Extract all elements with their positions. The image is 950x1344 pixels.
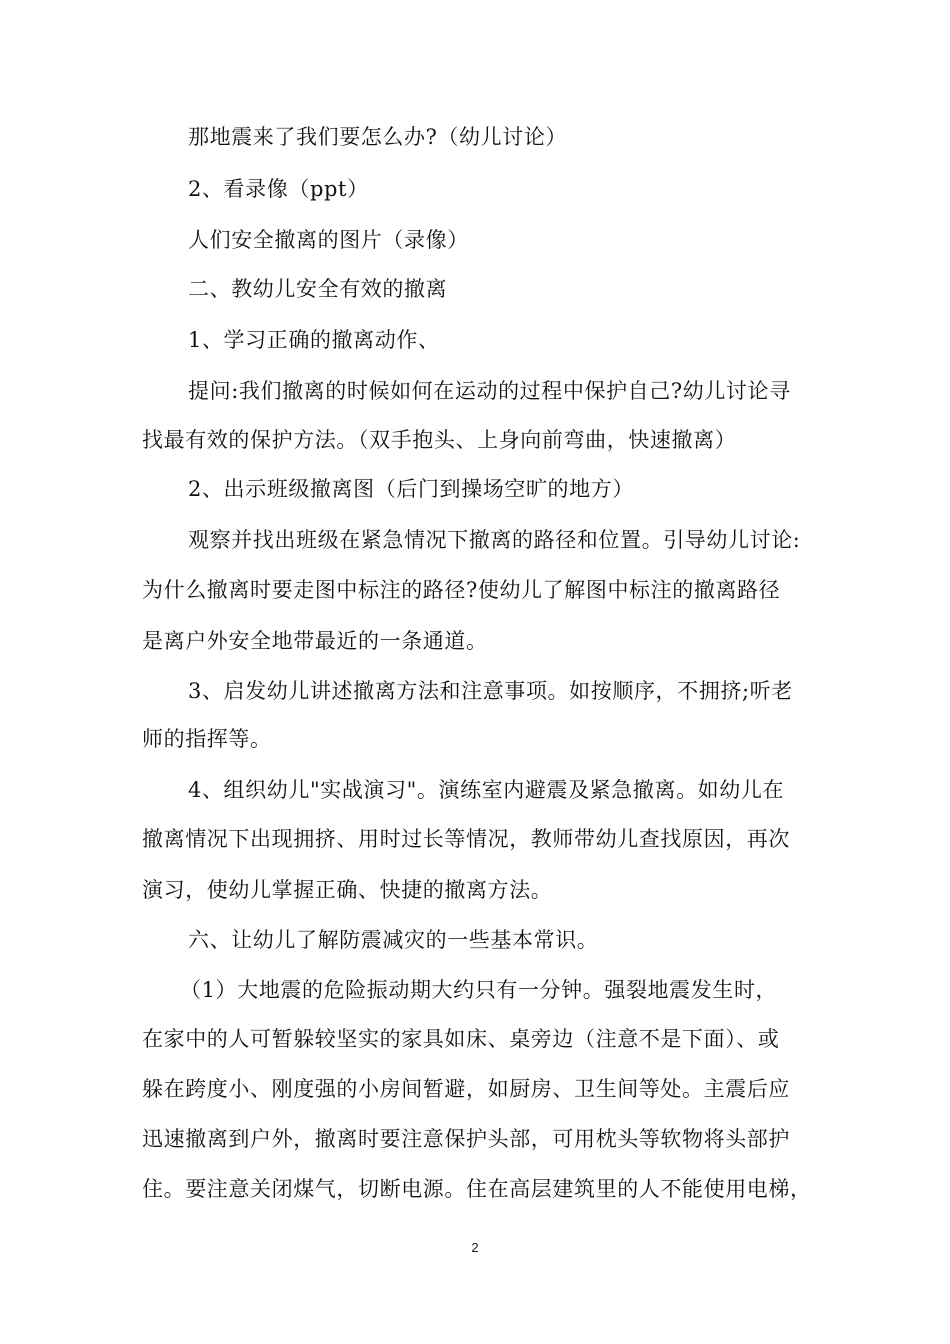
text-line: 那地震来了我们要怎么办?（幼儿讨论） — [188, 125, 568, 149]
text-line: 1、学习正确的撤离动作、 — [188, 328, 440, 352]
text-line: 2、看录像（ppt） — [188, 177, 369, 201]
text-line: 2、出示班级撤离图（后门到操场空旷的地方） — [188, 477, 634, 501]
page-number: 2 — [471, 1240, 479, 1255]
text-line: 为什么撤离时要走图中标注的路径?使幼儿了解图中标注的撤离路径 — [142, 578, 781, 602]
text-line: （1）大地震的危险振动期大约只有一分钟。强裂地震发生时， — [180, 978, 778, 1002]
text-line: 在家中的人可暂躲较坚实的家具如床、桌旁边（注意不是下面）、或 — [142, 1027, 780, 1051]
text-line: 人们安全撤离的图片（录像） — [188, 228, 469, 252]
text-line: 撤离情况下出现拥挤、用时过长等情况，教师带幼儿查找原因，再次 — [142, 827, 790, 851]
text-line: 提问:我们撤离的时候如何在运动的过程中保护自己?幼儿讨论寻 — [188, 379, 791, 403]
text-line: 躲在跨度小、刚度强的小房间暂避，如厨房、卫生间等处。主震后应 — [142, 1077, 790, 1101]
section-heading: 二、教幼儿安全有效的撤离 — [188, 277, 448, 301]
text-line: 找最有效的保护方法。（双手抱头、上身向前弯曲，快速撤离） — [142, 428, 737, 452]
text-line: 是离户外安全地带最近的一条通道。 — [142, 629, 488, 653]
text-line: 观察并找出班级在紧急情况下撤离的路径和位置。引导幼儿讨论: — [188, 528, 801, 552]
text-line: 4、组织幼儿"实战演习"。演练室内避震及紧急撤离。如幼儿在 — [188, 778, 785, 802]
text-line: 迅速撤离到户外，撤离时要注意保护头部，可用枕头等软物将头部护 — [142, 1127, 790, 1151]
text-line: 师的指挥等。 — [142, 727, 272, 751]
text-line: 住。要注意关闭煤气，切断电源。住在高层建筑里的人不能使用电梯， — [142, 1177, 812, 1201]
text-line: 3、启发幼儿讲述撤离方法和注意事项。如按顺序，不拥挤;听老 — [188, 679, 793, 703]
section-heading: 六、让幼儿了解防震减灾的一些基本常识。 — [188, 928, 599, 952]
text-line: 演习，使幼儿掌握正确、快捷的撤离方法。 — [142, 878, 553, 902]
